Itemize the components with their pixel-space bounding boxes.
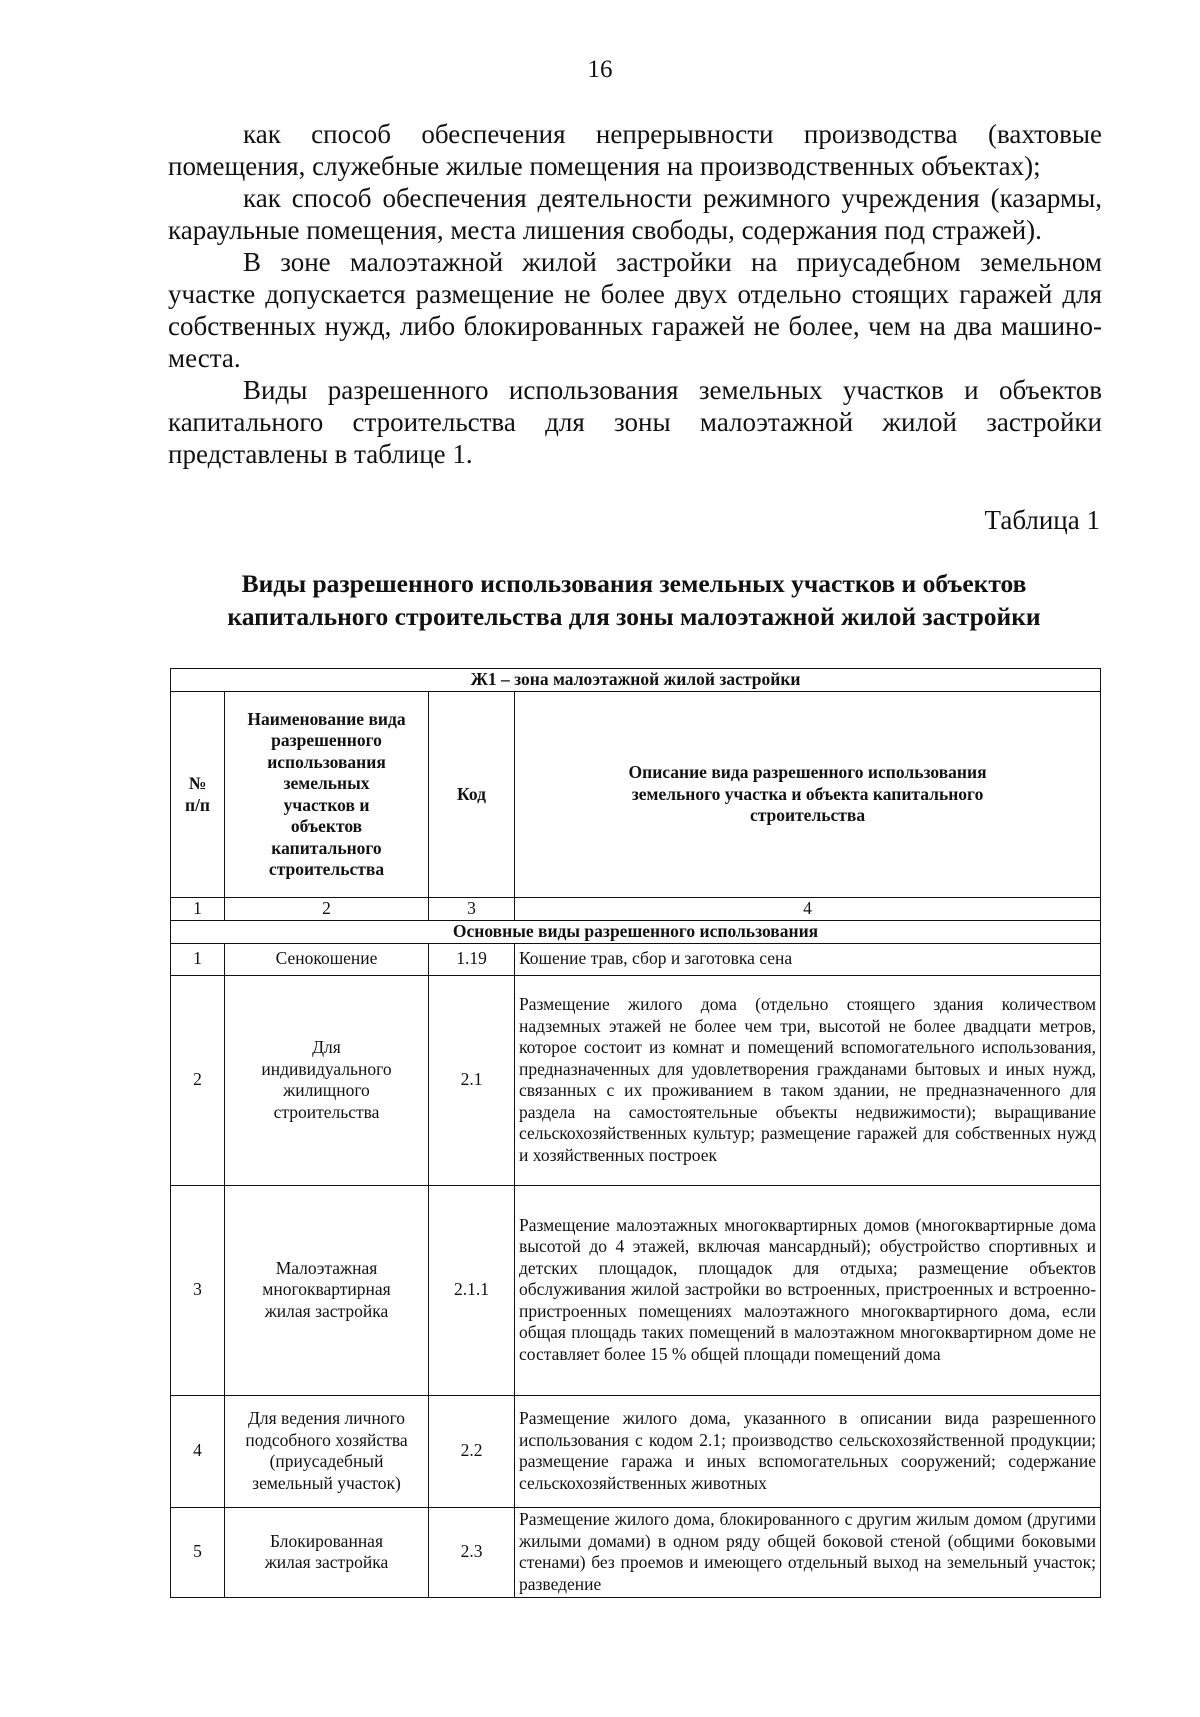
table-title: Виды разрешенного использования земельных участков и объектов капитального строительства для зоны малоэтажной жилой застройки: [227, 569, 1041, 631]
table-row: [171, 943, 1101, 975]
column-number: 2: [225, 898, 429, 921]
row-code: 2.2: [429, 1395, 515, 1507]
section-header-row: [171, 920, 1101, 943]
row-code: 2.1: [429, 975, 515, 1185]
column-number: 4: [515, 898, 1101, 921]
header-num: № п/п: [171, 692, 225, 898]
table-caption: Таблица 1: [984, 505, 1100, 535]
row-description: Размещение малоэтажных многоквартирных домов (многоквартирные дома высотой до 4 этажей, включая мансардный); обустройство спортивных и детских площадок, площадок для отдыха; размещение объектов обслуживания жилой застройки во встроенных, пристроенных и встроенно-пристроенных помещениях малоэтажного многоквартирного дома, если общая площадь таких помещений в малоэтажном многоквартирном доме не составляет более 15 % общей площади помещений дома: [515, 1185, 1101, 1395]
table-row: [171, 1395, 1101, 1507]
section-title: Основные виды разрешенного использования: [171, 920, 1101, 943]
header-code: Код: [429, 692, 515, 898]
table-row: [171, 975, 1101, 1185]
row-name: Для ведения личного подсобного хозяйства (приусадебный земельный участок): [225, 1395, 429, 1507]
row-description: Размещение жилого дома, указанного в описании вида разрешенного использования с кодом 2.1; производство сельскохозяйственной продукции; размещение гаража и иных вспомогательных сооружений; содержание сельскохозяйственных животных: [515, 1395, 1101, 1507]
row-description: Размещение жилого дома (отдельно стоящего здания количеством надземных этажей не более чем три, высотой не более двадцати метров, которое состоит из комнат и помещений вспомогательного использования, предназначенных для удовлетворения гражданами бытовых и иных нужд, связанных с их проживанием в таком здании, не предназначенного для раздела на самостоятельные объекты недвижимости); выращивание сельскохозяйственных культур; размещение гаражей для собственных нужд и хозяйственных построек: [515, 975, 1101, 1185]
table-row: [171, 1507, 1101, 1597]
row-num: 4: [171, 1395, 225, 1507]
row-name: Блокированная жилая застройка: [225, 1507, 429, 1597]
row-num: 3: [171, 1185, 225, 1395]
header-description: Описание вида разрешенного использования земельного участка и объекта капитального строительства: [515, 692, 1101, 898]
body-text: [168, 118, 1102, 470]
page-number: 16: [587, 56, 613, 83]
zone-header: Ж1 – зона малоэтажной жилой застройки: [171, 669, 1101, 692]
column-number-row: [171, 898, 1101, 921]
column-number: 1: [171, 898, 225, 921]
paragraph: В зоне малоэтажной жилой застройки на приусадебном земельном участке допускается размещение не более двух отдельно стоящих гаражей для собственных нужд, либо блокированных гаражей не более, чем на два машино-места.: [168, 247, 1102, 373]
row-num: 2: [171, 975, 225, 1185]
land-use-table: [170, 668, 1101, 1598]
paragraph: Виды разрешенного использования земельных участков и объектов капитального строительства для зоны малоэтажной жилой застройки представлены в таблице 1.: [168, 375, 1102, 469]
row-code: 1.19: [429, 943, 515, 975]
row-code: 2.3: [429, 1507, 515, 1597]
row-description: Размещение жилого дома, блокированного с другим жилым домом (другими жилыми домами) в одном ряду общей боковой стеной (общими боковыми стенами) без проемов и имеющего отдельный выход на земельный участок; разведение: [515, 1507, 1101, 1597]
column-header-row: [171, 692, 1101, 898]
paragraph: как способ обеспечения деятельности режимного учреждения (казармы, караульные помещения, места лишения свободы, содержания под стражей).: [168, 183, 1102, 245]
header-name: Наименование вида разрешенного использования земельных участков и объектов капитального строительства: [225, 692, 429, 898]
row-name: Сенокошение: [225, 943, 429, 975]
table-row: [171, 1185, 1101, 1395]
paragraph: как способ обеспечения непрерывности производства (вахтовые помещения, служебные жилые помещения на производственных объектах);: [168, 119, 1102, 181]
column-number: 3: [429, 898, 515, 921]
row-num: 1: [171, 943, 225, 975]
row-description: Кошение трав, сбор и заготовка сена: [515, 943, 1101, 975]
row-code: 2.1.1: [429, 1185, 515, 1395]
row-num: 5: [171, 1507, 225, 1597]
zone-header-row: [171, 669, 1101, 692]
row-name: Для индивидуального жилищного строительства: [225, 975, 429, 1185]
row-name: Малоэтажная многоквартирная жилая застройка: [225, 1185, 429, 1395]
